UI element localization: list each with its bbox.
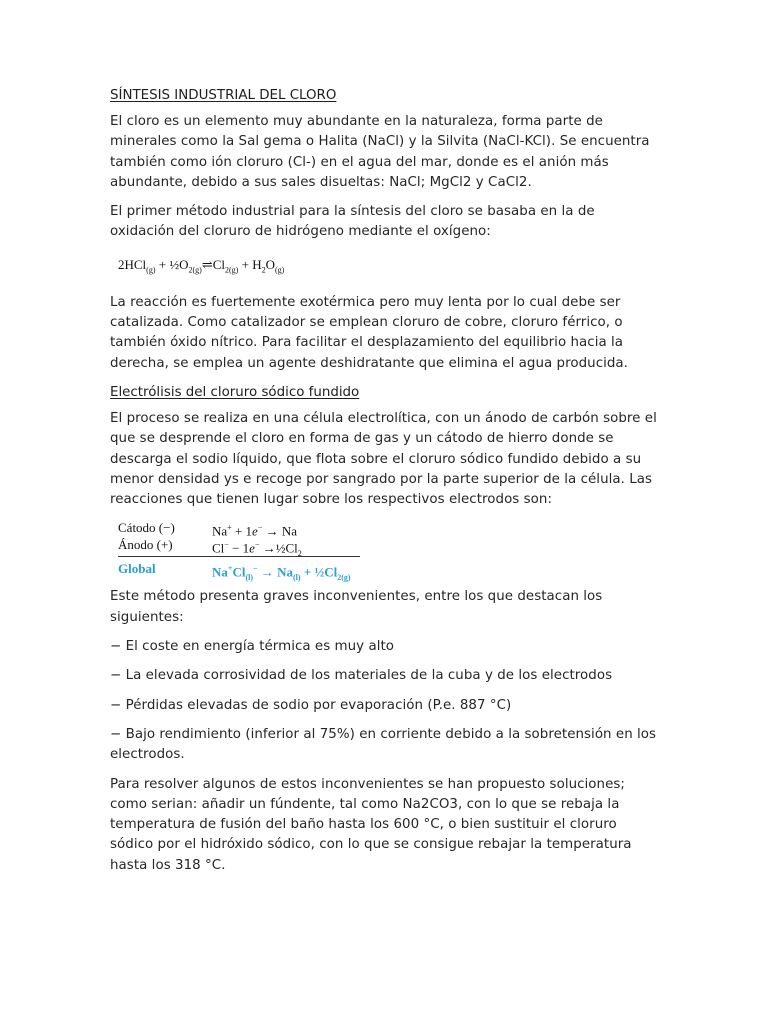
eq-product-h2o: H	[252, 256, 262, 272]
list-item: − La elevada corrosividad de los materiales de la cuba y de los electrodos	[110, 668, 613, 684]
paragraph-drawbacks: Este método presenta graves inconvenientes, entre los que destacan los siguientes:	[110, 589, 603, 625]
document-page	[110, 86, 662, 885]
global-label: Global	[118, 561, 156, 577]
list-item: − Pérdidas elevadas de sodio por evaporación (P.e. 887 °C)	[110, 697, 512, 713]
list-item: − Bajo rendimiento (inferior al 75%) en corriente debido a la sobretensión en los electrodos.	[110, 726, 657, 763]
eq-part: →½Cl	[259, 540, 298, 556]
eq-part: − 1	[228, 540, 250, 556]
cathode-row	[118, 519, 360, 539]
heading-electrolysis: Electrólisis del cloruro sódico fundido	[110, 384, 360, 400]
eq-sub: 2(g)	[188, 265, 202, 275]
eq-plus: +	[155, 256, 170, 272]
eq-electron: e	[252, 523, 258, 539]
global-row	[118, 560, 360, 583]
eq-product-cl2: Cl	[212, 256, 226, 272]
eq-part: → Na	[257, 564, 293, 580]
table-divider	[118, 556, 360, 557]
paragraph-intro: El cloro es un elemento muy abundante en la naturaleza, forma parte de minerales como la Sal gema o Halita (NaCl) y la Silvita (NaCl-KCl). Se encuentra también como ión cloruro (Cl-) en el agua del mar, donde es el anión más abundante, debido a sus sales disueltas: NaCl; MgCl2 y CaCl2.	[110, 114, 650, 190]
document-title: SÍNTESIS INDUSTRIAL DEL CLORO	[110, 88, 337, 103]
eq-sub: (l)	[292, 573, 301, 583]
equation-hcl-oxidation	[118, 257, 662, 279]
eq-part: Na	[212, 523, 228, 539]
global-equation	[212, 560, 351, 583]
eq-sup: −	[254, 540, 260, 550]
eq-reactant-hcl: 2HCl	[118, 256, 147, 272]
eq-sub: 2	[297, 549, 302, 559]
eq-equilibrium-arrow: ⇌	[201, 256, 213, 272]
eq-sub: 2(g)	[337, 573, 351, 583]
paragraph-process: El proceso se realiza en una célula electrolítica, con un ánodo de carbón sobre el que se desprende el cloro en forma de gas y un cátodo de hierro donde se descarga el sodio líquido, que flota sobre el cloruro sódico fundido debido a su menor densidad ys e recoge por sangrado por la parte superior de la célula. Las reacciones que tienen lugar sobre los respectivos electrodos son:	[110, 410, 657, 508]
eq-part: Na	[212, 564, 228, 580]
eq-part: Cl	[212, 540, 225, 556]
eq-product-o: O	[265, 256, 275, 272]
eq-sub: 2	[261, 265, 266, 275]
eq-part: Cl	[232, 564, 246, 580]
eq-sub: (l)	[245, 573, 254, 583]
eq-sup: −	[253, 564, 258, 574]
eq-sub: (g)	[146, 265, 156, 275]
eq-plus: +	[238, 256, 253, 272]
eq-sub: (g)	[274, 265, 285, 275]
eq-sup: +	[227, 523, 232, 533]
paragraph-solutions: Para resolver algunos de estos inconvenientes se han propuesto soluciones; como serian: añadir un fúndente, tal como Na2CO3, con lo que se rebaja la temperatura de fusión del baño hasta los 600 °C, o bien sustituir el cloruro sódico por el hidróxido sódico, con lo que se consigue rebajar la temperatura hasta los 318 °C.	[110, 776, 632, 873]
paragraph-reaction: La reacción es fuertemente exotérmica pero muy lenta por lo cual debe ser catalizada. Como catalizador se emplean cloruro de cobre, cloruro férrico, o también óxido nítrico. Para facilitar el desplazamiento del equilibrio hacia la derecha, se emplea un agente deshidratante que elimina el agua producida.	[110, 294, 628, 371]
eq-sub: 2(g)	[225, 265, 239, 275]
cathode-equation	[212, 519, 297, 539]
eq-sup: −	[224, 540, 229, 550]
list-item: − El coste en energía térmica es muy alto	[110, 639, 395, 655]
eq-part: + ½Cl	[300, 564, 338, 580]
paragraph-first-method: El primer método industrial para la síntesis del cloro se basaba en la de oxidación del cloruro de hidrógeno mediante el oxígeno:	[110, 204, 595, 240]
cathode-label: Cátodo (−)	[118, 520, 175, 536]
anode-equation	[212, 536, 302, 559]
anode-row	[118, 536, 360, 559]
eq-part: + 1	[231, 523, 253, 539]
electrode-reactions-table	[118, 519, 360, 583]
eq-electron: e	[249, 540, 255, 556]
eq-sup: −	[257, 523, 263, 533]
anode-label: Ánodo (+)	[118, 537, 173, 553]
eq-reactant-o2: ½O	[169, 256, 189, 272]
eq-part: → Na	[262, 523, 297, 539]
eq-sup: +	[227, 564, 233, 574]
